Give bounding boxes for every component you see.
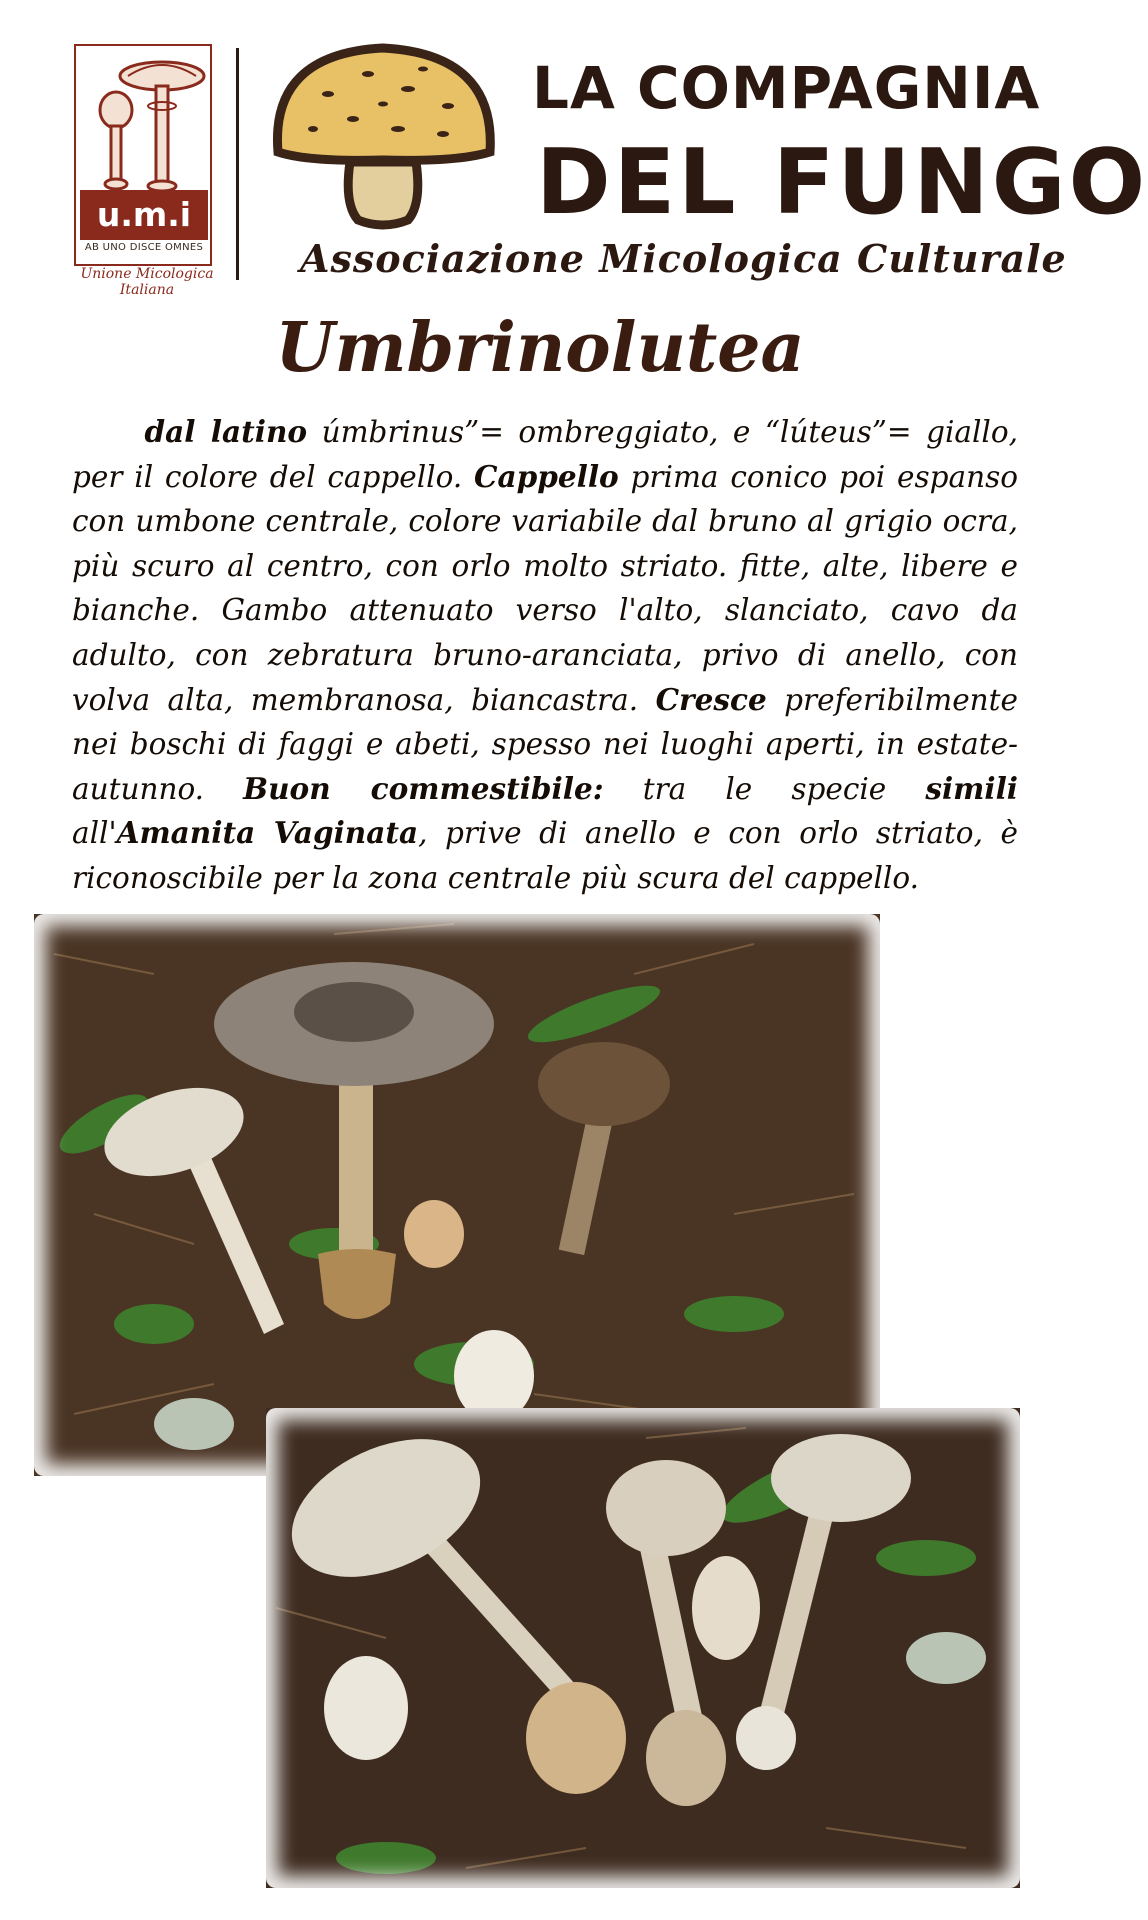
- umi-caption: Unione Micologica Italiana: [80, 266, 214, 298]
- mushroom-photo-2: [266, 1408, 1020, 1888]
- desc-cap: prima conico poi espanso con umbone centrale, colore variabile dal bruno al grigio ocra, più scuro al centro, con orlo molto striato. fitte, alte, libere e bianche. Gambo attenuato verso l'alto, slanciato, cavo da adulto, con zebratura bruno-aranciata, privo di anello, con volva alta, membranosa, biancastra.: [72, 459, 1018, 717]
- desc-etymology: úmbrinus”= ombreggiato, e “lúteus”= giallo, per il colore del cappello.: [72, 415, 1018, 494]
- species-description: [72, 410, 1018, 901]
- desc-conclusion: , prive di anello e con orlo striato, è riconoscibile per la zona centrale più scura del cappello.: [72, 816, 1018, 895]
- desc-similar: all': [72, 816, 117, 851]
- desc-species-name: Amanita Vaginata: [116, 815, 419, 851]
- brand-subtitle: Associazione Micologica Culturale: [300, 236, 1067, 281]
- mushroom-logo-icon: [258, 34, 508, 234]
- umi-mushrooms-icon: [78, 48, 212, 190]
- desc-habitat: preferibilmente nei boschi di faggi e abeti, spesso nei luoghi aperti, in estate-autunno.: [72, 682, 1018, 806]
- page-title: Umbrinolutea: [275, 308, 805, 388]
- umi-logo-text: u.m.i: [80, 190, 208, 240]
- brand-name-line-2: DEL FUNGO: [536, 130, 1148, 235]
- brand-name-line-1: LA COMPAGNIA: [532, 54, 1041, 122]
- desc-etymology-label: dal latino: [144, 414, 308, 449]
- desc-habitat-label: Cresce: [655, 681, 767, 717]
- desc-edibility-label: Buon commestibile:: [243, 770, 604, 806]
- desc-cap-label: Cappello: [474, 458, 619, 494]
- mushroom-photo-1: [34, 914, 880, 1476]
- header-divider: [236, 48, 239, 280]
- umi-logo: [58, 44, 236, 298]
- desc-edibility: tra le specie: [603, 771, 926, 806]
- umi-motto: AB UNO DISCE OMNES: [84, 242, 204, 253]
- desc-similar-label: simili: [925, 770, 1018, 806]
